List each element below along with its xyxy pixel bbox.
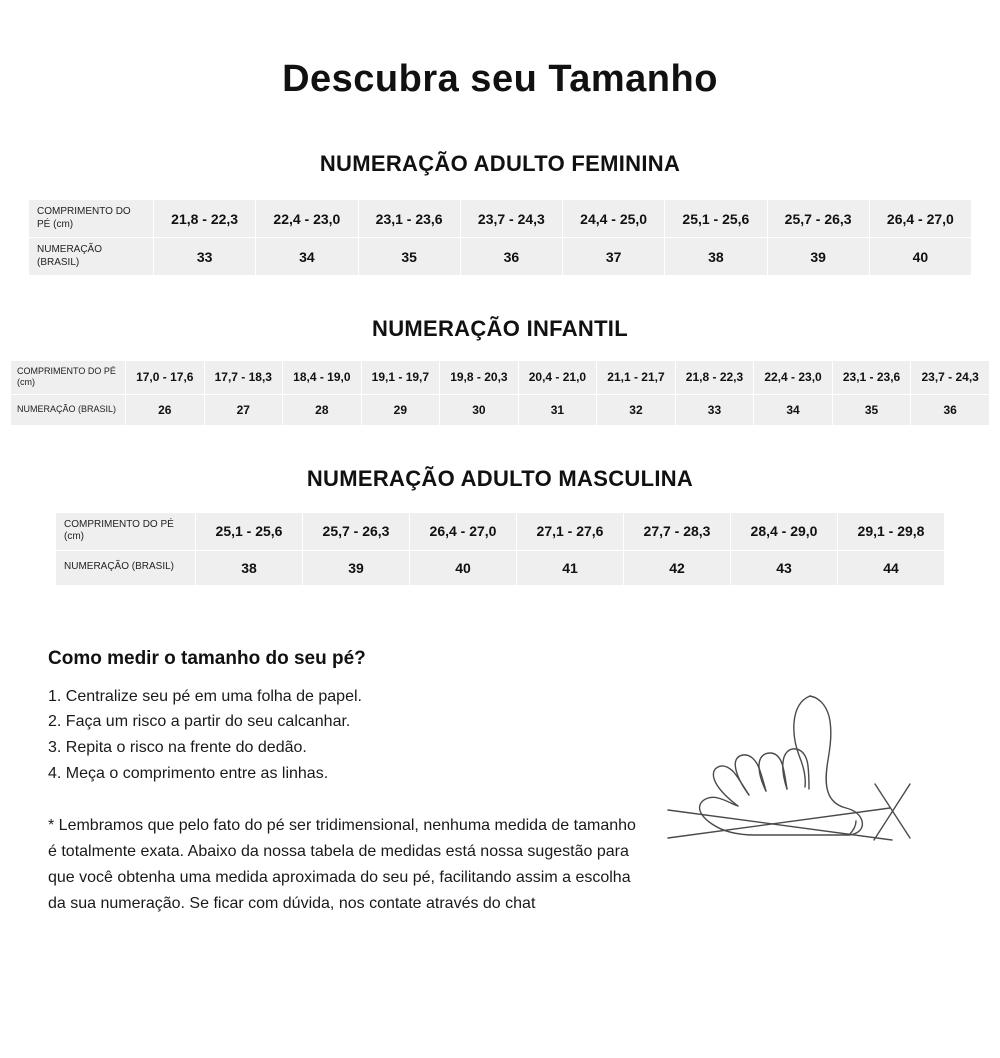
cell-length: 25,1 - 25,6 (196, 512, 303, 550)
section-title-kids: NUMERAÇÃO INFANTIL (372, 316, 628, 341)
cell-length: 17,7 - 18,3 (204, 361, 283, 395)
table-row (11, 394, 990, 425)
table-row (56, 550, 945, 585)
cell-length: 21,1 - 21,7 (597, 361, 676, 395)
table-female-wrapper (0, 199, 1000, 276)
cell-size: 34 (256, 238, 358, 276)
cell-size: 39 (767, 238, 869, 276)
table-row (56, 512, 945, 550)
cell-size: 32 (597, 394, 676, 425)
list-item: 1. Centralize seu pé em uma folha de papel. (48, 687, 362, 705)
cell-size: 30 (440, 394, 519, 425)
cell-length: 25,1 - 25,6 (665, 200, 767, 238)
cell-size: 41 (517, 550, 624, 585)
cell-length: 26,4 - 27,0 (869, 200, 971, 238)
cell-length: 19,1 - 19,7 (361, 361, 440, 395)
cell-length: 22,4 - 23,0 (256, 200, 358, 238)
row-label-size: NUMERAÇÃO (BRASIL) (56, 550, 196, 585)
cell-size: 31 (518, 394, 597, 425)
table-kids-wrapper (0, 360, 1000, 426)
table-row (11, 361, 990, 395)
table-female (28, 199, 972, 276)
cell-length: 18,4 - 19,0 (283, 361, 362, 395)
list-item: 2. Faça um risco a partir do seu calcanhar. (48, 713, 351, 731)
cell-length: 20,4 - 21,0 (518, 361, 597, 395)
cell-size: 33 (675, 394, 754, 425)
cell-size: 28 (283, 394, 362, 425)
cell-size: 27 (204, 394, 283, 425)
cell-length: 22,4 - 23,0 (754, 361, 833, 395)
cell-length: 23,1 - 23,6 (358, 200, 460, 238)
cell-size: 38 (665, 238, 767, 276)
cell-length: 23,7 - 24,3 (460, 200, 562, 238)
table-male-wrapper (0, 512, 1000, 586)
row-label-length: COMPRIMENTO DO PÉ (cm) (11, 361, 126, 395)
how-to-title: Como medir o tamanho do seu pé? (48, 647, 366, 669)
disclaimer-note: * Lembramos que pelo fato do pé ser tridimensional, nenhuma medida de tamanho é totalmente exata. Abaixo da nossa tabela de medidas está nossa sugestão para que você obtenha uma medida aproximada do seu pé, facilitando assim a escolha da sua numeração. Se ficar com dúvida, nos contate através do chat (48, 817, 636, 912)
cell-size: 33 (154, 238, 256, 276)
cell-size: 38 (196, 550, 303, 585)
cell-size: 29 (361, 394, 440, 425)
cell-size: 42 (624, 550, 731, 585)
cell-length: 17,0 - 17,6 (126, 361, 205, 395)
cell-length: 27,7 - 28,3 (624, 512, 731, 550)
cell-length: 25,7 - 26,3 (767, 200, 869, 238)
table-row (29, 200, 972, 238)
cell-size: 40 (410, 550, 517, 585)
table-kids (10, 360, 990, 426)
cell-length: 21,8 - 22,3 (154, 200, 256, 238)
cell-length: 28,4 - 29,0 (731, 512, 838, 550)
cell-size: 36 (911, 394, 990, 425)
cell-length: 23,7 - 24,3 (911, 361, 990, 395)
list-item: 3. Repita o risco na frente do dedão. (48, 739, 307, 757)
cell-length: 29,1 - 29,8 (838, 512, 945, 550)
row-label-size: NUMERAÇÃO (BRASIL) (11, 394, 126, 425)
row-label-length: COMPRIMENTO DO PÉ (cm) (29, 200, 154, 238)
table-male (55, 512, 945, 586)
section-title-male: NUMERAÇÃO ADULTO MASCULINA (306, 465, 694, 491)
page-title: Descubra seu Tamanho (282, 58, 718, 100)
section-title-female: NUMERAÇÃO ADULTO FEMININA (319, 151, 681, 176)
foot-measurement-icon (660, 688, 990, 908)
cell-length: 27,1 - 27,6 (517, 512, 624, 550)
cell-length: 26,4 - 27,0 (410, 512, 517, 550)
cell-size: 43 (731, 550, 838, 585)
table-row (29, 238, 972, 276)
cell-size: 40 (869, 238, 971, 276)
cell-length: 23,1 - 23,6 (832, 361, 911, 395)
cell-size: 37 (563, 238, 665, 276)
cell-size: 44 (838, 550, 945, 585)
cell-length: 24,4 - 25,0 (563, 200, 665, 238)
cell-length: 19,8 - 20,3 (440, 361, 519, 395)
cell-size: 35 (832, 394, 911, 425)
cell-size: 35 (358, 238, 460, 276)
row-label-size: NUMERAÇÃO (BRASIL) (29, 238, 154, 276)
cell-size: 39 (303, 550, 410, 585)
how-to-measure-section (0, 648, 1000, 917)
cell-size: 26 (126, 394, 205, 425)
cell-length: 21,8 - 22,3 (675, 361, 754, 395)
list-item: 4. Meça o comprimento entre as linhas. (48, 765, 329, 783)
row-label-length: COMPRIMENTO DO PÉ (cm) (56, 512, 196, 550)
cell-length: 25,7 - 26,3 (303, 512, 410, 550)
size-guide-page (0, 58, 1000, 1058)
cell-size: 36 (460, 238, 562, 276)
cell-size: 34 (754, 394, 833, 425)
